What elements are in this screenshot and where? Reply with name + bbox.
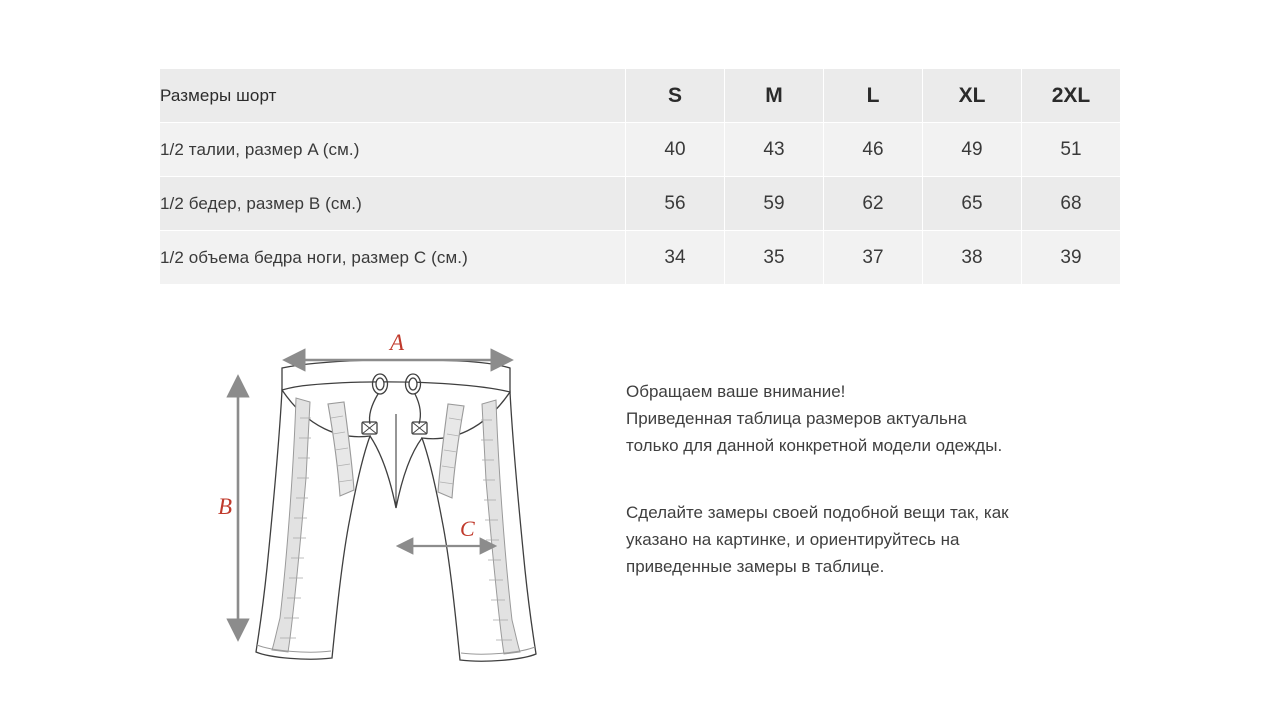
cell-hips-s: 56 [626,177,725,231]
note-line-5: указано на картинке, и ориентируйтесь на [626,530,960,549]
table-header-size-s: S [626,69,725,123]
table-header-size-xl: XL [923,69,1022,123]
table-row [160,177,1121,231]
cell-hips-xl: 65 [923,177,1022,231]
cell-thigh-l: 37 [824,231,923,285]
cell-waist-s: 40 [626,123,725,177]
measure-label-a: A [390,330,405,355]
size-chart-table [159,68,1121,285]
cell-waist-l: 46 [824,123,923,177]
table-row [160,231,1121,285]
table-header-row [160,69,1121,123]
cell-waist-xl: 49 [923,123,1022,177]
row-label-thigh: 1/2 объема бедра ноги, размер C (см.) [160,231,626,285]
cell-thigh-2xl: 39 [1022,231,1121,285]
cell-thigh-xl: 38 [923,231,1022,285]
row-label-hips: 1/2 бедер, размер B (см.) [160,177,626,231]
note-line-4: Сделайте замеры своей подобной вещи так, как [626,503,1009,522]
table-row [160,123,1121,177]
cell-hips-2xl: 68 [1022,177,1121,231]
cell-hips-l: 62 [824,177,923,231]
note-line-6: приведенные замеры в таблице. [626,557,885,576]
cell-thigh-m: 35 [725,231,824,285]
size-chart-container [159,68,1121,285]
cell-hips-m: 59 [725,177,824,231]
measure-label-c: C [460,516,475,541]
note-title: Обращаем ваше внимание! [626,382,846,401]
cell-waist-m: 43 [725,123,824,177]
table-header-size-2xl: 2XL [1022,69,1121,123]
drawstring-detail [362,374,427,434]
table-header-label: Размеры шорт [160,69,626,123]
shorts-measurement-diagram [210,318,590,688]
table-header-size-l: L [824,69,923,123]
measure-label-b: B [218,494,233,519]
row-label-waist: 1/2 талии, размер A (см.) [160,123,626,177]
cell-waist-2xl: 51 [1022,123,1121,177]
cell-thigh-s: 34 [626,231,725,285]
notes-spacer [626,459,1146,499]
note-line-2: Приведенная таблица размеров актуальна [626,409,967,428]
table-header-size-m: M [725,69,824,123]
note-line-3: только для данной конкретной модели одежды. [626,436,1003,455]
notes-block [626,378,1146,580]
